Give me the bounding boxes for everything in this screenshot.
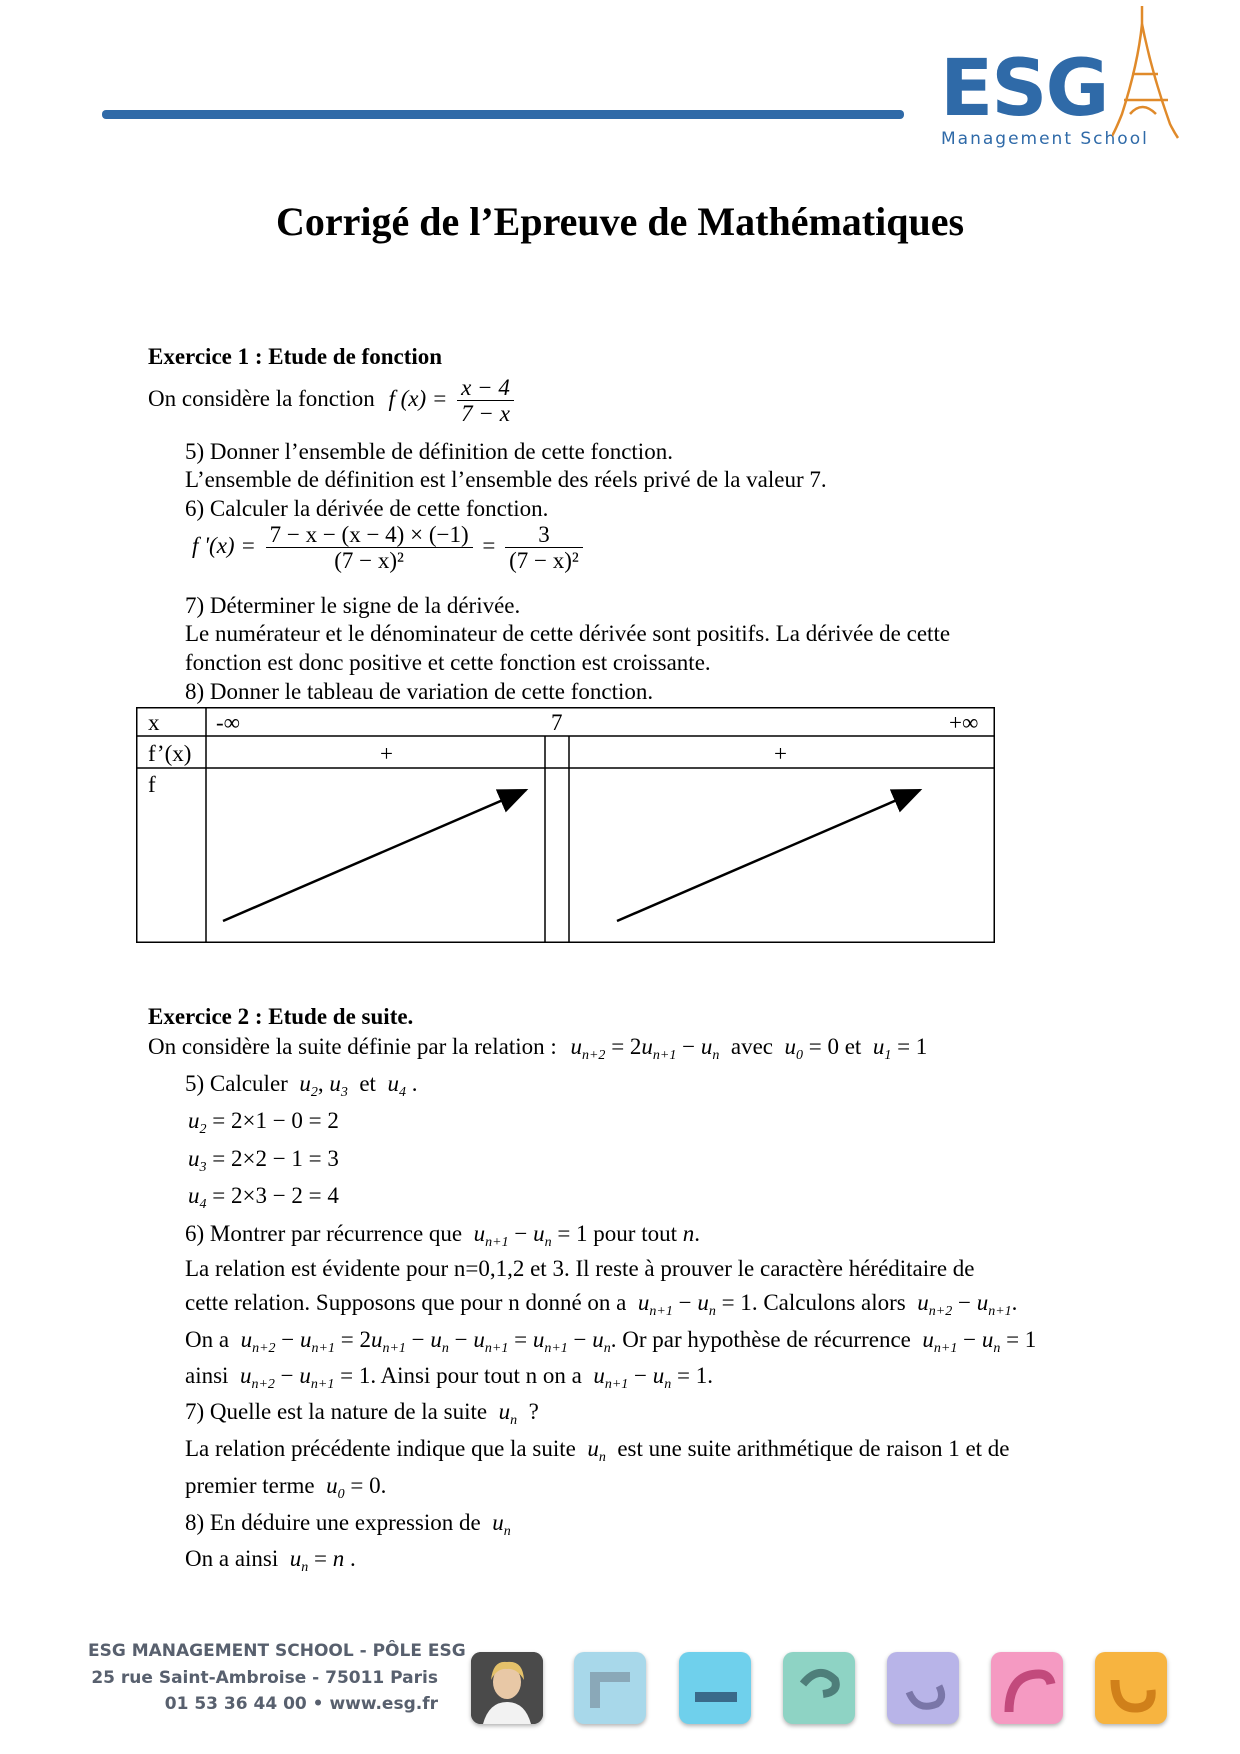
decor-tile-5 — [991, 1652, 1063, 1724]
derivative-numerator-1: 7 − x − (x − 4) × (−1) — [266, 522, 473, 548]
ex1-q8: 8) Donner le tableau de variation de cette fonction. — [185, 679, 654, 704]
ex2-intro-text: On considère la suite définie par la relation : — [148, 1034, 557, 1059]
ex2-proof-line3: On a $u_{n+2} - u_{n+1} = 2u_{n+1} - u_n - u_{n+1} = u_{n+1} - u_n$. Or par hypothèse de récurrence $u_{n+1} - u_n = 1$ — [185, 1327, 1037, 1356]
f-definition: f (x) = — [388, 386, 448, 412]
decor-tile-3 — [783, 1652, 855, 1724]
ex2-a7-line2: premier terme $u_0 = 0$. — [185, 1473, 387, 1502]
dash-shape-icon — [679, 1652, 751, 1724]
derivative-fraction-1 — [266, 522, 473, 574]
footer-school: ESG MANAGEMENT SCHOOL - PÔLE ESG — [88, 1641, 466, 1661]
curl-shape-icon — [783, 1652, 855, 1724]
ex1-a7-line1: Le numérateur et le dénominateur de cette dérivée sont positifs. La dérivée de cette — [185, 621, 951, 646]
ex2-q5: 5) Calculer $u_2$, $u_3$ et $u_4$ . — [185, 1071, 418, 1100]
ex2-q7-text: 7) Quelle est la nature de la suite — [185, 1399, 488, 1424]
f-numerator: x − 4 — [457, 375, 514, 401]
variation-table — [136, 707, 995, 943]
u4-value: = 2×3 − 2 = 4 — [212, 1183, 339, 1208]
f-fraction — [457, 375, 514, 427]
footer-contact: 01 53 36 44 00 • www.esg.fr — [164, 1694, 438, 1714]
table-sign-right: + — [774, 741, 787, 766]
table-plus-infinity: +∞ — [949, 710, 979, 735]
derivative-numerator-2: 3 — [505, 522, 583, 548]
derivative-lhs: f '(x) = — [192, 533, 256, 559]
ex1-intro — [148, 375, 518, 427]
table-row-fprime: f’(x) — [148, 741, 192, 766]
derivative-fraction-2 — [505, 522, 583, 574]
ex2-q6-text-a: 6) Montrer par récurrence que — [185, 1221, 463, 1246]
logo-subtitle: Management School — [941, 129, 1149, 149]
ex2-proof-line4-b: . Ainsi pour tout n on a — [370, 1363, 582, 1388]
table-sign-left: + — [380, 741, 393, 766]
ex2-a7-text-a: La relation précédente indique que la suite — [185, 1436, 576, 1461]
eiffel-tower-icon — [1112, 4, 1192, 144]
table-minus-infinity: -∞ — [216, 710, 241, 735]
ex2-q5-text: 5) Calculer — [185, 1071, 288, 1096]
ex2-proof-line2-a: cette relation. Supposons que pour n donné on a — [185, 1290, 627, 1315]
ex2-q7: 7) Quelle est la nature de la suite $u_n$ ? — [185, 1399, 539, 1428]
u2-value: = 2×1 − 0 = 2 — [212, 1108, 339, 1133]
corner-shape-icon — [574, 1652, 646, 1724]
ex2-q6: 6) Montrer par récurrence que $u_{n+1} - u_n = 1$ pour tout n. — [185, 1221, 700, 1250]
ex2-a7-text-b: est une suite arithmétique de raison 1 et de — [617, 1436, 1010, 1461]
u3-value: = 2×2 − 1 = 3 — [212, 1146, 339, 1171]
derivative-equals: = — [482, 533, 496, 559]
ex2-proof-line2-b: . Calculons alors — [751, 1290, 906, 1315]
decor-tile-6 — [1095, 1652, 1167, 1724]
ex2-a8-text: On a ainsi — [185, 1546, 279, 1571]
ex1-a5: L’ensemble de définition est l’ensemble des réels privé de la valeur 7. — [185, 467, 827, 492]
ex2-heading: Exercice 2 : Etude de suite. — [148, 1004, 414, 1029]
ex2-a7-text-c: premier terme — [185, 1473, 315, 1498]
arc-shape-icon — [991, 1652, 1063, 1724]
ex2-proof-line1: La relation est évidente pour n=0,1,2 et 3. Il reste à prouver le caractère héréditaire de — [185, 1256, 975, 1281]
derivative-denominator-1: (7 − x)² — [334, 548, 404, 574]
ex1-q7: 7) Déterminer le signe de la dérivée. — [185, 593, 521, 618]
ex1-heading: Exercice 1 : Etude de fonction — [148, 344, 443, 369]
decor-tile-1 — [574, 1652, 646, 1724]
u3-computation: $u_3 = 2\times 2 - 1 = 3$ — [188, 1146, 339, 1175]
derivative-formula — [192, 522, 587, 574]
logo: ESG — [940, 44, 1108, 134]
ex2-proof-line3-a: On a — [185, 1327, 230, 1352]
ex2-a7-line1: La relation précédente indique que la suite $u_n$ est une suite arithmétique de raison 1 et de — [185, 1436, 1010, 1465]
ex2-a8: On a ainsi $u_n = n$ . — [185, 1546, 356, 1575]
table-row-f: f — [148, 772, 156, 797]
increasing-arrow-right — [617, 790, 920, 921]
table-seven: 7 — [551, 710, 563, 735]
increasing-arrow-left — [223, 790, 526, 921]
student-portrait-icon — [471, 1652, 543, 1724]
ex2-q8-text: 8) En déduire une expression de — [185, 1510, 481, 1535]
derivative-denominator-2: (7 − x)² — [509, 548, 579, 574]
ex1-q5: 5) Donner l’ensemble de définition de cette fonction. — [185, 439, 673, 464]
header-rule — [102, 110, 904, 119]
ex2-proof-line4-a: ainsi — [185, 1363, 229, 1388]
ex2-q6-text-b: pour tout — [593, 1221, 677, 1246]
ex1-q6: 6) Calculer la dérivée de cette fonction. — [185, 496, 549, 521]
decor-tile-2 — [679, 1652, 751, 1724]
u-turn-icon — [1095, 1652, 1167, 1724]
u2-computation: $u_2 = 2\times 1 - 0 = 2$ — [188, 1108, 339, 1137]
f-denominator: 7 − x — [461, 401, 510, 427]
decor-tile-4 — [887, 1652, 959, 1724]
footer-address: 25 rue Saint-Ambroise - 75011 Paris — [91, 1668, 438, 1688]
page-title: Corrigé de l’Epreuve de Mathématiques — [275, 199, 965, 244]
ex1-a7-line2: fonction est donc positive et cette fonction est croissante. — [185, 650, 711, 675]
ex2-proof-line4: ainsi $u_{n+2} - u_{n+1} = 1$. Ainsi pour tout n on a $u_{n+1} - u_n = 1$. — [185, 1363, 713, 1392]
ex2-intro: On considère la suite définie par la relation : $u_{n+2} = 2u_{n+1} - u_n$ avec $u_0 = 0$ et $u_1 = 1$ — [148, 1034, 928, 1063]
u4-computation: $u_4 = 2\times 3 - 2 = 4$ — [188, 1183, 339, 1212]
student-photo — [471, 1652, 543, 1724]
ex2-proof-line2: cette relation. Supposons que pour n donné on a $u_{n+1} - u_n = 1$. Calculons alors $u_{n+2} - u_{n+1}$. — [185, 1290, 1018, 1319]
ex2-q8: 8) En déduire une expression de $u_n$ — [185, 1510, 511, 1539]
ex1-intro-text: On considère la fonction — [148, 386, 375, 412]
return-arrow-icon — [887, 1652, 959, 1724]
ex2-proof-line3-b: . Or par hypothèse de récurrence — [610, 1327, 911, 1352]
table-row-x: x — [148, 710, 160, 735]
